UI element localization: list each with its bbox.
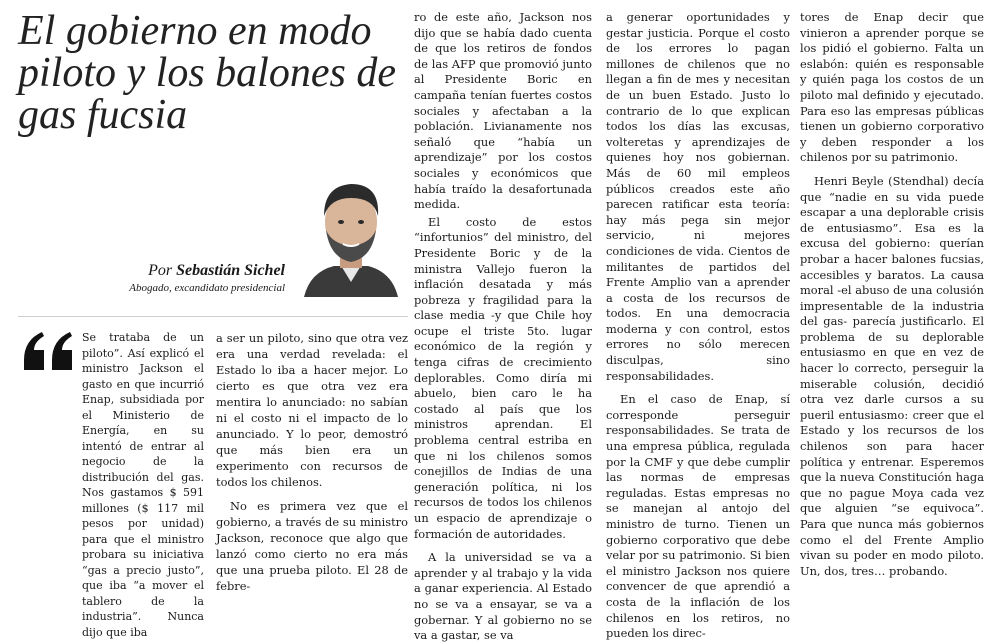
paragraph: En el caso de Enap, sí corresponde perseguir responsabilidades. Se trata de una empresa pública, regulada por la CMF y que debe cumplir las normas de empresas reguladas. Estas empresas no se manejan al antojo del ministro de turno. Tienen un gobierno corporativo que debe velar por su patrimonio. Si bien el ministro Jackson nos quiere convencer de que aprendió a costa de la inflación de los chilenos en los retiros, no pueden los direc- — [606, 392, 790, 641]
paragraph: A la universidad se va a aprender y al trabajo y la vida a ganar experiencia. Al Estado no se va a ensayar, se va a gobernar. Y al gobierno no se va a gastar, se va — [414, 550, 592, 643]
author-line — [30, 262, 285, 280]
headline: El gobierno en modo piloto y los balones de gas fucsia — [18, 8, 396, 138]
column-3 — [414, 10, 592, 644]
byline-prefix: Por — [148, 262, 173, 279]
author-portrait — [296, 172, 406, 297]
author-name: Sebastián Sichel — [176, 262, 285, 279]
column-4 — [606, 10, 790, 642]
column-5 — [800, 10, 984, 579]
column-2 — [216, 330, 408, 594]
quote-mark-icon — [20, 318, 80, 378]
paragraph: Henri Beyle (Stendhal) decía que “nadie en su vida puede escapar a una deplorable crisis de entusiasmo”. Esa es la excusa del gobierno: querían probar a hacer balones fucsias, accesibles y baratos. La causa moral -el abuso de una colusión impresentable de la industria del gas- parecía justificarlo. El problema de su deplorable entusiasmo en que en vez de hacer lo correcto, perseguir la miserable colusión, decidió otra vez darle cursos a su pueril entusiasmo: creer que el Estado y los recursos de los chilenos son para hacer política y entrenar. Esperemos que la nueva Constitución haga que no pague Moya cada vez que alguien “se equivoca”. Para que nunca más gobiernos como el del Frente Amplio vivan su poder en modo piloto. Un, dos, tres… probando. — [800, 173, 984, 578]
paragraph: a ser un piloto, sino que otra vez era una verdad revelada: el Estado lo iba a hacer mejor. Lo cierto es que otra vez era mentira lo anunciado: no sabían ni el costo ni el impacto de lo anunciado. Y lo peor, demostró que más bien era un experimento con recursos de todos los chilenos. — [216, 331, 408, 489]
column-1 — [82, 330, 204, 640]
paragraph: tores de Enap decir que vinieron a aprender porque se los pidió el gobierno. Falta un eslabón: quién es responsable y quién paga los costos de un piloto mal definido y ejecutado. Para eso las empresas públicas tienen un gobierno corporativo y deben responder a los chilenos por su patrimonio. — [800, 10, 984, 165]
author-role: Abogado, excandidato presidencial — [129, 282, 285, 294]
paragraph: ro de este año, Jackson nos dijo que se había dado cuenta de que los retiros de fondos de las AFP que promovió junto al Presidente Boric en campaña tenían fuertes costos sociales y afectaban a la población. Livianamente nos señaló que “había un aprendizaje” por los costos sociales y económicos que había traído la desafortunada medida. — [414, 10, 592, 212]
byline — [30, 262, 285, 294]
paragraph: El costo de estos “infortunios” del ministro, del Presidente Boric y de la ministra Vallejo fueron la inflación desatada y más pobreza y fragilidad para la clase media -y que Chile hoy ocupe el triste 5to. lugar económico de la región y tenga cifras de crecimiento deplorables. Como diría mi abuelo, bien caro le ha costado al país que los ministros aprendan. El problema central estriba en que ni los chilenos somos conejillos de Indias de una generación política, ni los recursos de todos los chilenos un espacio de aprendizaje o formación de autoridades. — [414, 214, 592, 541]
paragraph: No es primera vez que el gobierno, a través de su ministro Jackson, reconoce que algo que lanzó como cierto no era más que una prueba piloto. El 28 de febre- — [216, 499, 408, 593]
paragraph: a generar oportunidades y gestar justicia. Porque el costo de los errores lo pagan millones de chilenos que no llegan a fin de mes y necesitan de un buen Estado. Justo lo contrario de lo que explican todos los días las excusas, volteretas y aprendizajes de quienes hoy nos gobiernan. Más de 60 mil empleos públicos creados este año parecen ratificar esta teoría: hay más pega sin mejor servicio, ni mejores condiciones de vida. Cientos de militantes de partidos del Frente Amplio van a aprender a costa de los recursos de todos. En una democracia moderna y con control, estos errores no sólo merecen disculpas, sino responsabilidades. — [606, 10, 790, 383]
divider — [18, 316, 408, 317]
paragraph: Se trataba de un piloto”. Así explicó el ministro Jackson el gasto en que incurrió Enap, subsidiada por el Ministerio de Energía, en su intentó de entrar al negocio de la distribución del gas. Nos gastamos $ 591 millones ($ 117 mil pesos por unidad) para que el ministro probara su iniciativa “gas a precio justo”, que iba “a mover el tablero de la industria”. Nunca dijo que iba — [82, 331, 204, 639]
